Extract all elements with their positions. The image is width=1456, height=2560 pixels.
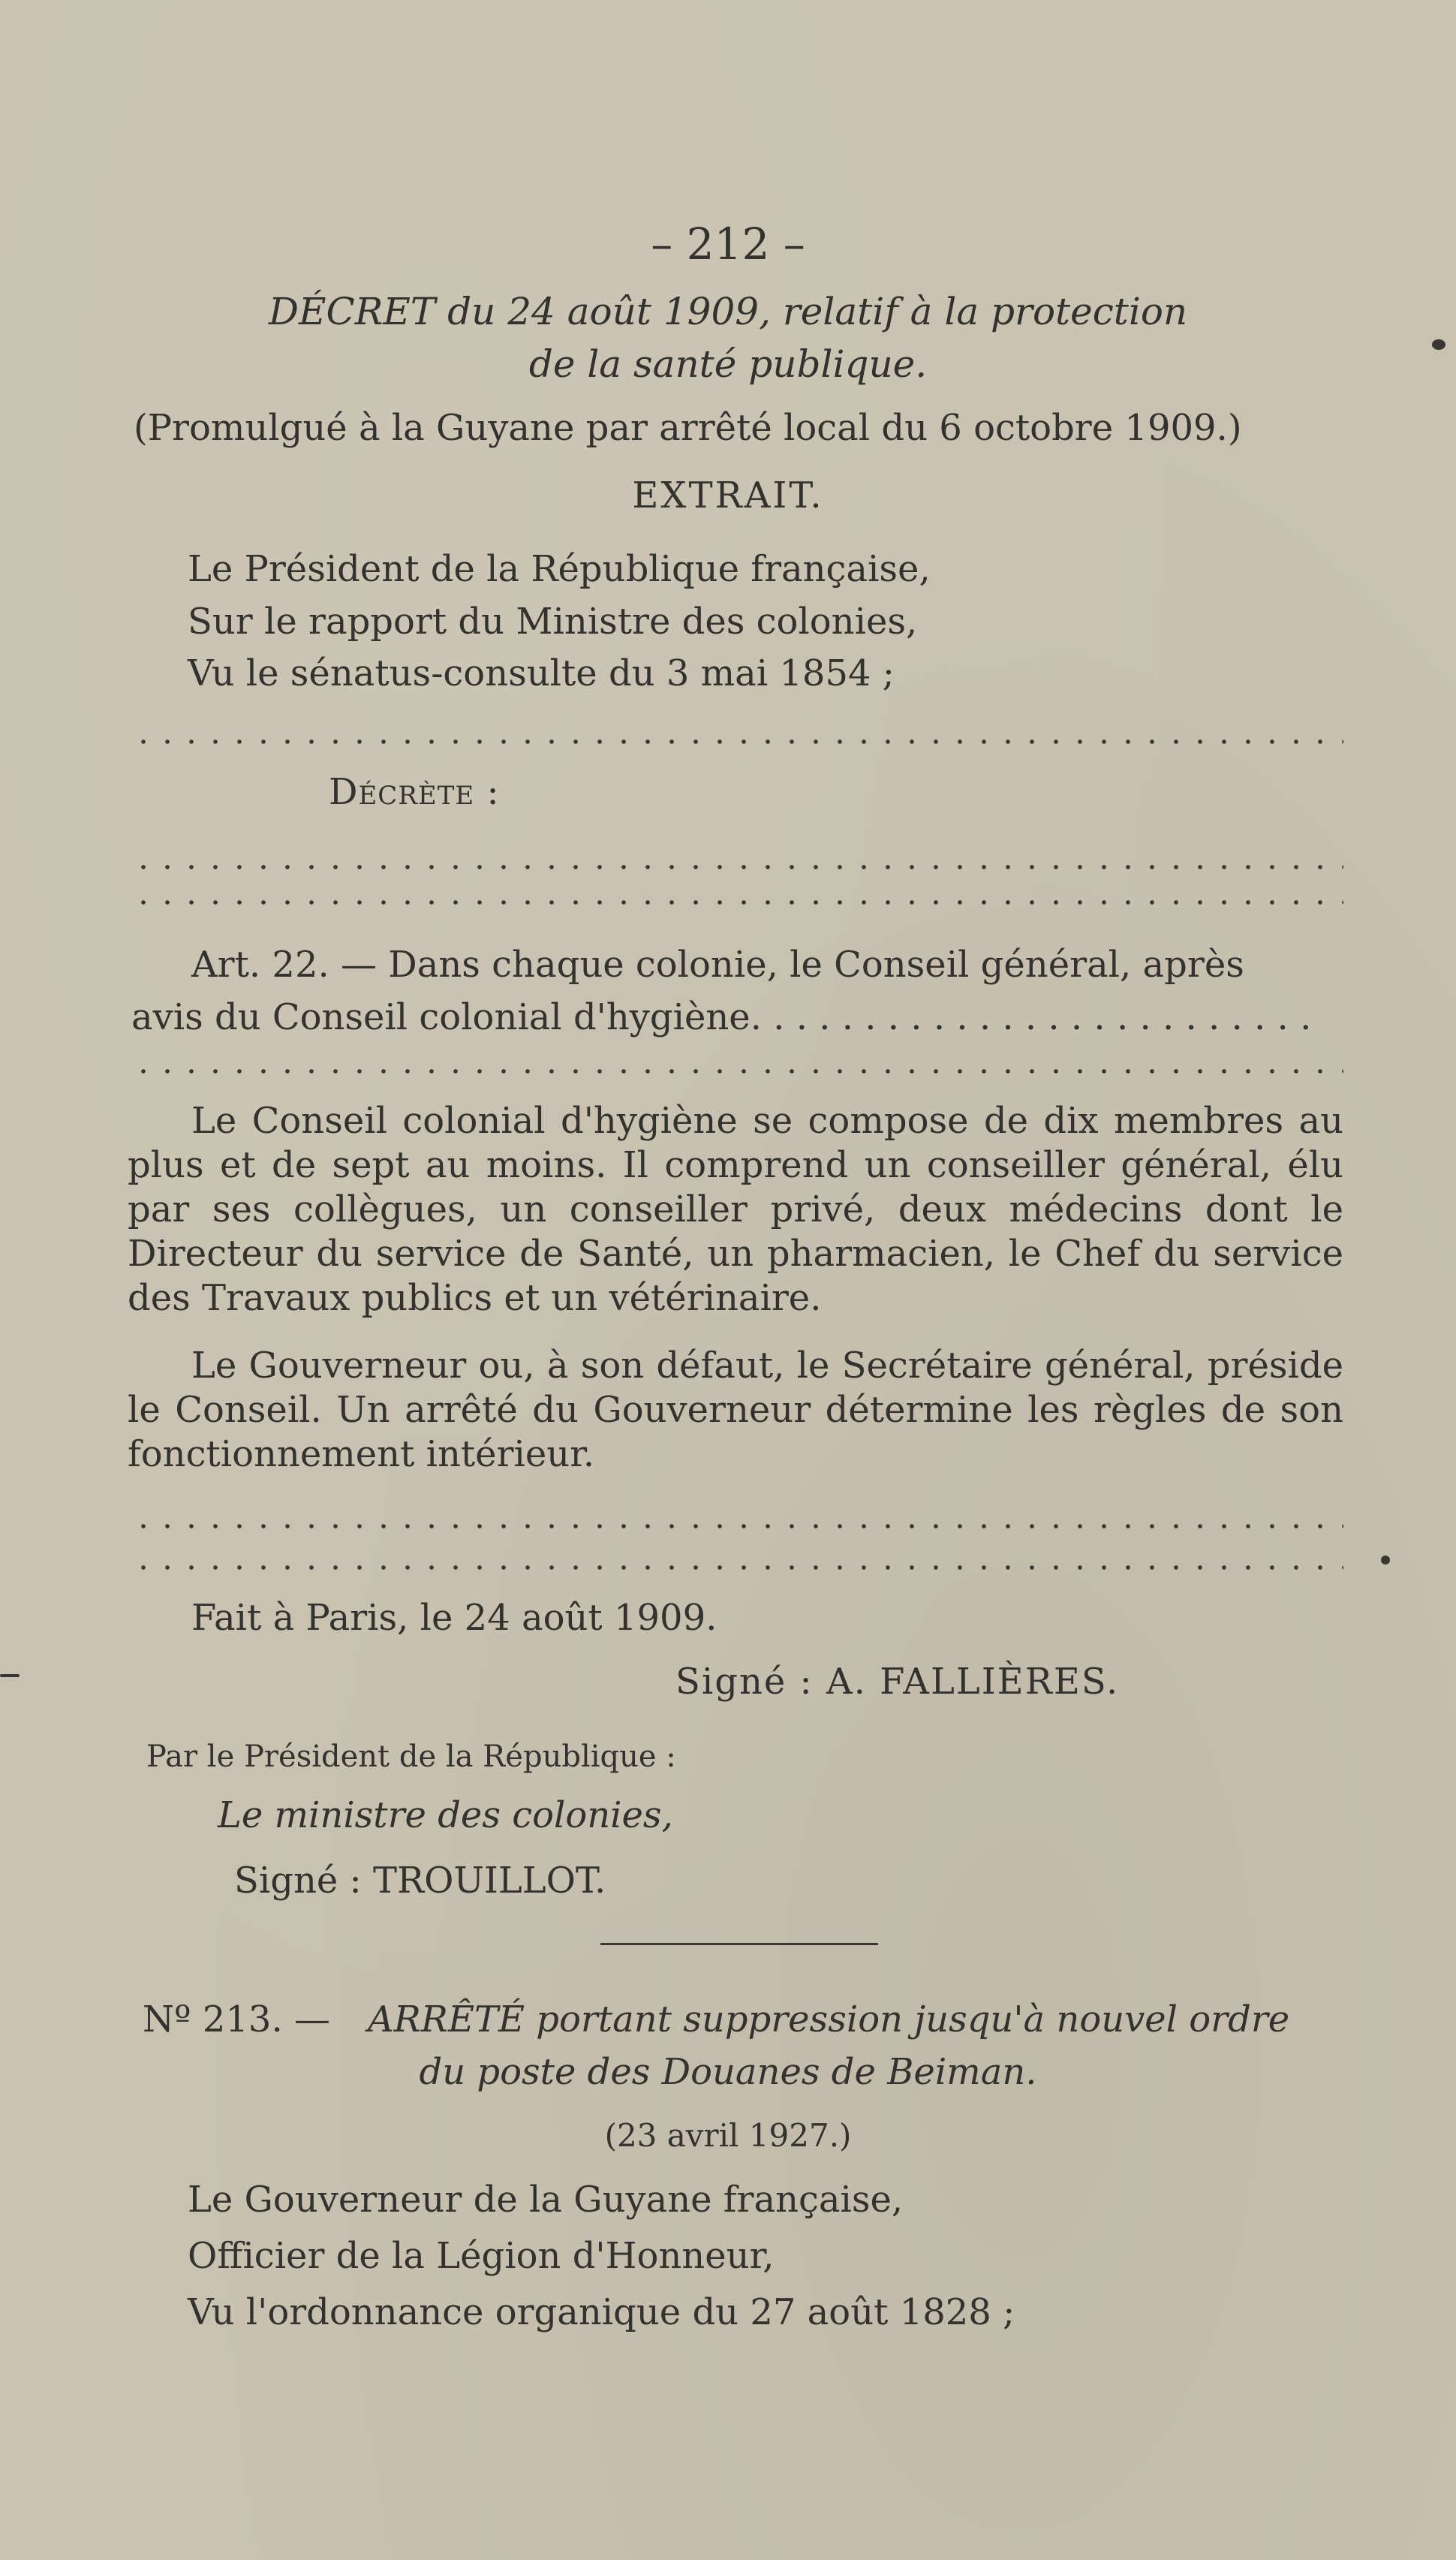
preamble-line-1: Le Président de la République française,: [188, 548, 931, 590]
dotted-separator: [131, 1522, 1343, 1530]
dotted-separator: [131, 738, 1343, 745]
ink-speck: [1432, 339, 1445, 350]
dotted-separator: [131, 899, 1343, 906]
section-rule: [600, 1943, 878, 1945]
arrete-title-line1: ARRÊTÉ portant suppression jusqu'à nouvel ordre: [368, 1998, 1290, 2040]
done-at-line: Fait à Paris, le 24 août 1909.: [191, 1597, 717, 1639]
decree-promulgation: (Promulgué à la Guyane par arrêté local du 6 octobre 1909.): [134, 407, 1242, 449]
ink-speck: [0, 1674, 20, 1677]
article-22-line1: Art. 22. — Dans chaque colonie, le Conseil général, après: [191, 944, 1244, 986]
signature-fallieres: Signé : A. FALLIÈRES.: [675, 1661, 1120, 1703]
decrees-label: Décrète :: [329, 771, 500, 813]
arrete-preamble-line-3: Vu l'ordonnance organique du 27 août 1828 ;: [188, 2291, 1015, 2333]
preamble-line-2: Sur le rapport du Ministre des colonies,: [188, 601, 918, 643]
decree-title-line2: de la santé publique.: [528, 342, 928, 386]
arrete-title-line2: du poste des Douanes de Beiman.: [419, 2051, 1037, 2093]
by-president-line: Par le Président de la République :: [146, 1739, 676, 1774]
dotted-separator: [131, 1068, 1343, 1075]
arrete-number: Nº 213. —: [143, 1998, 330, 2040]
arrete-preamble-line-1: Le Gouverneur de la Guyane française,: [188, 2179, 904, 2221]
dotted-separator: [131, 1564, 1343, 1571]
arrete-date: (23 avril 1927.): [604, 2117, 852, 2154]
signature-trouillot: Signé : TROUILLOT.: [234, 1860, 606, 1902]
paragraph-council-composition: Le Conseil colonial d'hygiène se compose de dix membres au plus et de sept au moins. Il comprend un conseiller général, élu par ses collègues, un conseiller privé, deux médecins dont le Directeur du service de Santé, un pharmacien, le Chef du service des Travaux publics et un vétérinaire.: [128, 1100, 1343, 1319]
extract-label: EXTRAIT.: [632, 474, 824, 517]
article-22-line2: avis du Conseil colonial d'hygiène. . . . . . . . . . . . . . . . . . . . . . . . .: [131, 996, 1312, 1038]
decree-title-line1: DÉCRET du 24 août 1909, relatif à la protection: [268, 290, 1188, 333]
minister-title: Le ministre des colonies,: [218, 1794, 673, 1836]
ink-speck: [1381, 1556, 1390, 1565]
arrete-preamble-line-2: Officier de la Légion d'Honneur,: [188, 2235, 775, 2277]
page-number: – 212 –: [651, 218, 805, 270]
paragraph-council-presidency: Le Gouverneur ou, à son défaut, le Secrétaire général, préside le Conseil. Un arrêté du Gouverneur détermine les règles de son fonctionnement intérieur.: [128, 1345, 1343, 1475]
preamble-line-3: Vu le sénatus-consulte du 3 mai 1854 ;: [188, 652, 895, 694]
dotted-separator: [131, 863, 1343, 871]
